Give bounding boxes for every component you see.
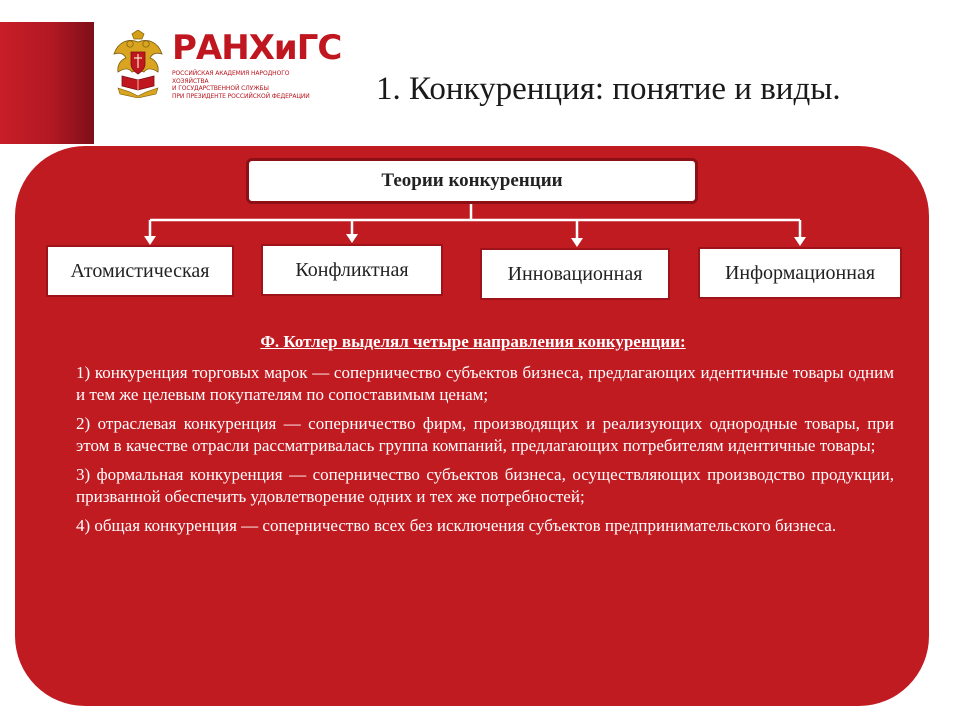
logo-subtitle — [172, 70, 322, 100]
page-title: 1. Конкуренция: понятие и виды. — [376, 71, 841, 107]
logo-subtitle-line: РОССИЙСКАЯ АКАДЕМИЯ НАРОДНОГО ХОЗЯЙСТВА — [172, 70, 290, 85]
theories-root-box: Теории конкуренции — [246, 158, 698, 204]
theory-box-information: Информационная — [698, 247, 902, 299]
kotler-list-item: 1) конкуренция торговых марок — соперничество субъектов бизнеса, предлагающих идентичные товары одним и тем же целевым покупателям по сопоставимым ценам; — [76, 363, 894, 404]
logo-name: РАНХиГС — [172, 28, 342, 68]
double-headed-eagle-emblem-icon — [112, 30, 164, 98]
kotler-list-item: 4) общая конкуренция — соперничество всех без исключения субъектов предпринимательского бизнеса. — [76, 516, 837, 535]
logo-subtitle-line: И ГОСУДАРСТВЕННОЙ СЛУЖБЫ — [172, 85, 269, 92]
kotler-list-item: 2) отраслевая конкуренция — соперничество фирм, производящих и реализующих однородные товары, при этом в качестве отрасли рассматривалась группа компаний, предлагающих потребителям идентичные товары; — [76, 414, 894, 455]
kotler-heading: Ф. Котлер выделял четыре направления конкуренции: — [260, 332, 686, 351]
left-accent-bar — [0, 22, 94, 144]
logo-subtitle-line: ПРИ ПРЕЗИДЕНТЕ РОССИЙСКОЙ ФЕДЕРАЦИИ — [172, 92, 310, 100]
kotler-list-item: 3) формальная конкуренция — соперничество субъектов бизнеса, осуществляющих производство продукции, призванной обеспечить удовлетворение одних и тех же потребностей; — [76, 465, 894, 506]
theory-box-innovation: Инновационная — [480, 248, 670, 300]
ranepa-logo — [112, 26, 342, 106]
theory-box-atomistic: Атомистическая — [46, 245, 234, 297]
kotler-list — [76, 362, 894, 544]
theory-box-conflict: Конфликтная — [261, 244, 443, 296]
